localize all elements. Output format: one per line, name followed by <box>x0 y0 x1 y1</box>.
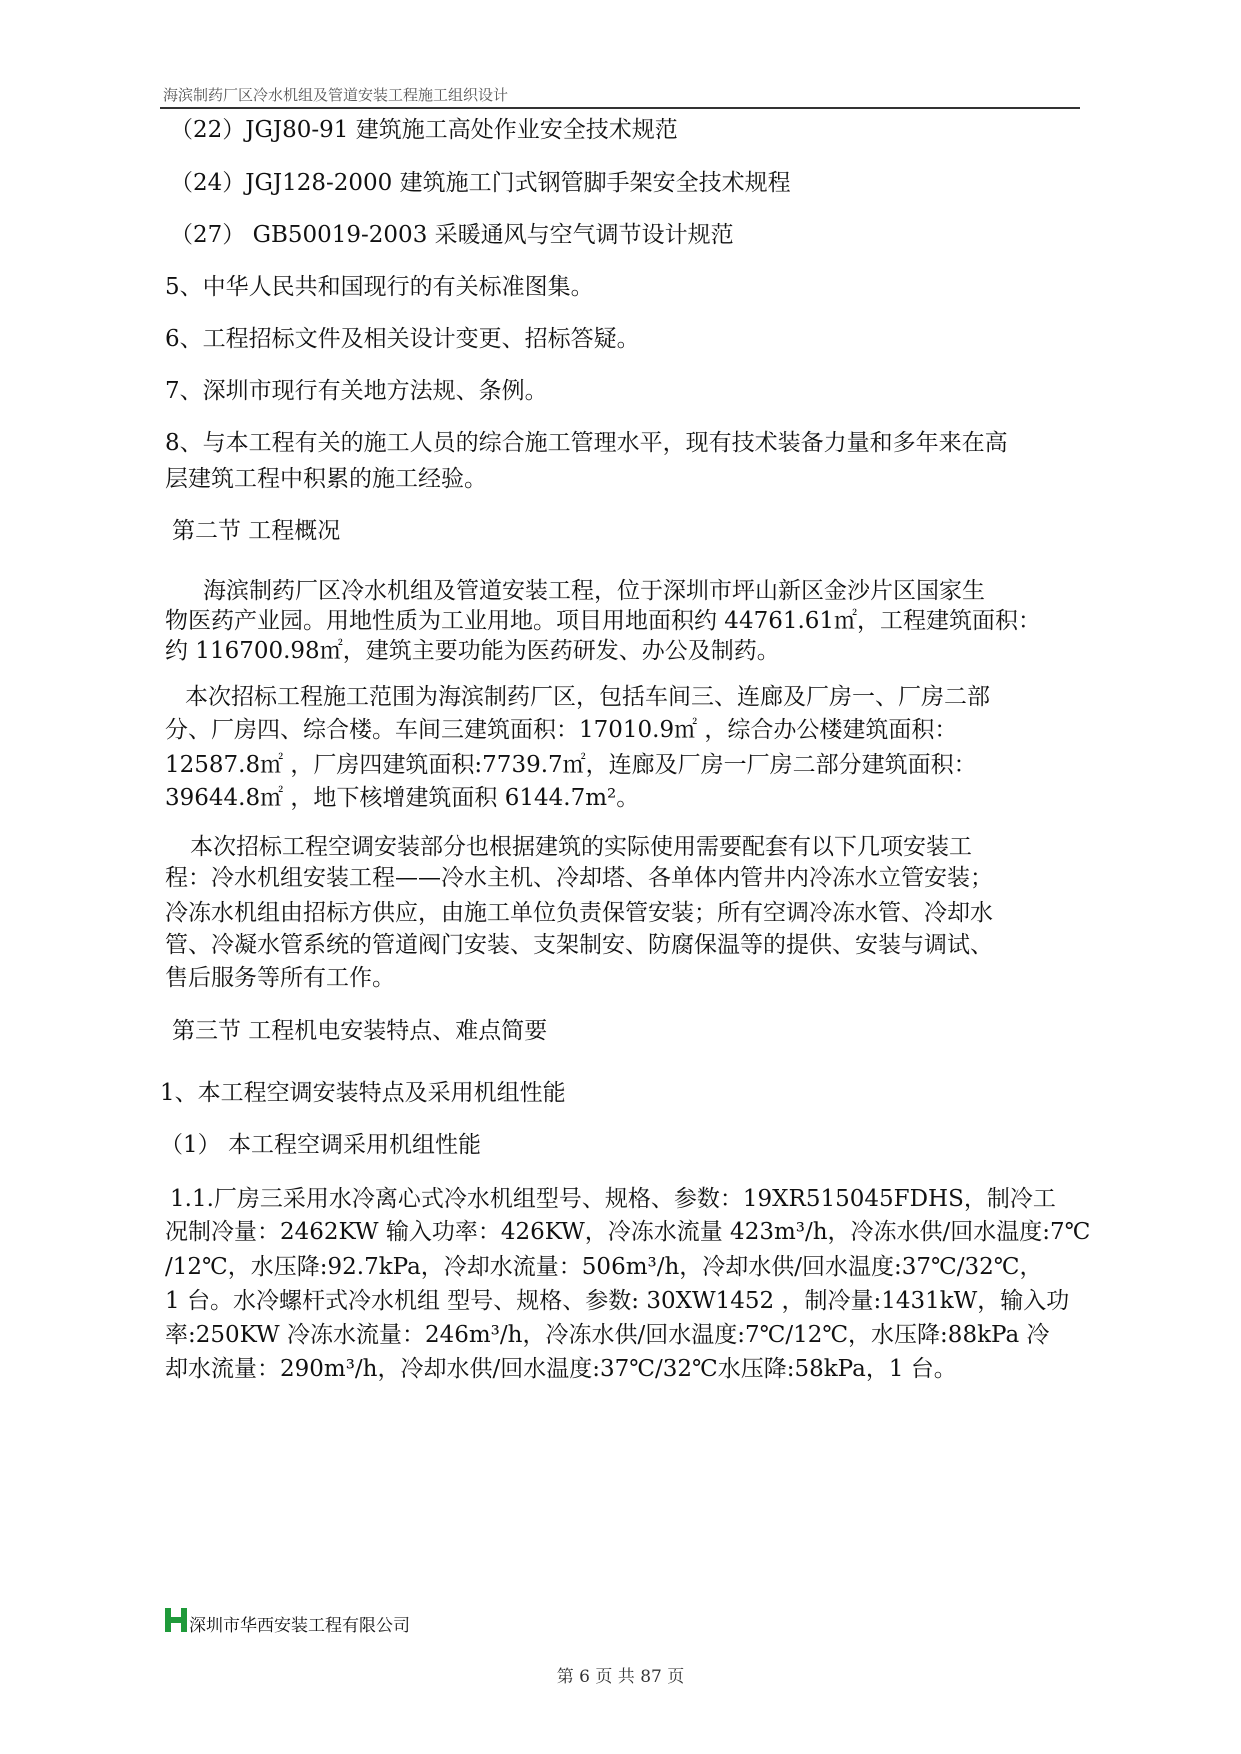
overview-para-3-line-5: 售后服务等所有工作。 <box>165 965 395 991</box>
chiller-spec-line-1: 1.1.厂房三采用水冷离心式冷水机组型号、规格、参数：19XR515045FDHS，制冷工 <box>170 1186 1056 1212</box>
footer-company-name: 深圳市华西安装工程有限公司 <box>189 1616 410 1636</box>
overview-para-2-line-2: 分、厂房四、综合楼。车间三建筑面积：17010.9㎡ ，综合办公楼建筑面积： <box>165 717 958 743</box>
section-3-heading: 第三节 工程机电安装特点、难点简要 <box>172 1018 548 1044</box>
overview-para-3-line-3: 冷冻水机组由招标方供应，由施工单位负责保管安装；所有空调冷冻水管、冷却水 <box>165 900 993 926</box>
chiller-spec-line-2: 况制冷量：2462KW 输入功率：426KW，冷冻水流量 423m³/h，冷冻水供/回水温度:7℃ <box>165 1219 1091 1245</box>
overview-para-1-line-3: 约 116700.98㎡，建筑主要功能为医药研发、办公及制药。 <box>165 638 780 664</box>
overview-para-3-line-1: 本次招标工程空调安装部分也根据建筑的实际使用需要配套有以下几项安装工 <box>190 834 972 860</box>
overview-para-1-line-2: 物医药产业园。用地性质为工业用地。项目用地面积约 44761.61㎡，工程建筑面积： <box>165 608 1042 634</box>
overview-para-3-line-2: 程：冷水机组安装工程——冷水主机、冷却塔、各单体内管井内冷冻水立管安装； <box>165 865 993 891</box>
reference-item-27: （27） GB50019-2003 采暖通风与空气调节设计规范 <box>170 222 734 248</box>
company-logo <box>164 1607 188 1633</box>
subsection-1-heading: 1、本工程空调安装特点及采用机组性能 <box>160 1080 566 1106</box>
chiller-spec-line-3: /12℃，水压降:92.7kPa，冷却水流量：506m³/h，冷却水供/回水温度:37℃/32℃， <box>165 1254 1043 1280</box>
overview-para-3-line-4: 管、冷凝水管系统的管道阀门安装、支架制安、防腐保温等的提供、安装与调试、 <box>165 932 993 958</box>
subsection-1-1-heading: （1） 本工程空调采用机组性能 <box>160 1132 481 1158</box>
reference-item-22: （22）JGJ80-91 建筑施工高处作业安全技术规范 <box>170 117 678 143</box>
basis-item-8-line-2: 层建筑工程中积累的施工经验。 <box>165 466 487 492</box>
basis-item-5: 5、中华人民共和国现行的有关标准图集。 <box>165 274 594 300</box>
overview-para-1-line-1: 海滨制药厂区冷水机组及管道安装工程，位于深圳市坪山新区金沙片区国家生 <box>203 578 985 604</box>
basis-item-8-line-1: 8、与本工程有关的施工人员的综合施工管理水平，现有技术装备力量和多年来在高 <box>165 430 1008 456</box>
overview-para-2-line-3: 12587.8㎡ ，厂房四建筑面积:7739.7㎡，连廊及厂房一厂房二部分建筑面积： <box>165 752 977 778</box>
overview-para-2-line-4: 39644.8㎡ ，地下核增建筑面积 6144.7m²。 <box>165 785 640 811</box>
header-divider <box>160 107 1080 109</box>
chiller-spec-line-5: 率:250KW 冷冻水流量：246m³/h，冷冻水供/回水温度:7℃/12℃，水压降:88kPa 冷 <box>165 1322 1050 1348</box>
basis-item-6: 6、工程招标文件及相关设计变更、招标答疑。 <box>165 326 640 352</box>
overview-para-2-line-1: 本次招标工程施工范围为海滨制药厂区，包括车间三、连廊及厂房一、厂房二部 <box>185 684 990 710</box>
section-2-heading: 第二节 工程概况 <box>172 518 341 544</box>
page-number: 第 6 页 共 87 页 <box>556 1667 685 1687</box>
chiller-spec-line-4: 1 台。水冷螺杆式冷水机组 型号、规格、参数: 30XW1452 ，制冷量:1431kW，输入功 <box>165 1288 1070 1314</box>
basis-item-7: 7、深圳市现行有关地方法规、条例。 <box>165 378 548 404</box>
chiller-spec-line-6: 却水流量：290m³/h，冷却水供/回水温度:37℃/32℃水压降:58kPa，1 台。 <box>165 1356 957 1382</box>
document-header-title: 海滨制药厂区冷水机组及管道安装工程施工组织设计 <box>163 86 509 104</box>
reference-item-24: （24）JGJ128-2000 建筑施工门式钢管脚手架安全技术规程 <box>170 170 791 196</box>
